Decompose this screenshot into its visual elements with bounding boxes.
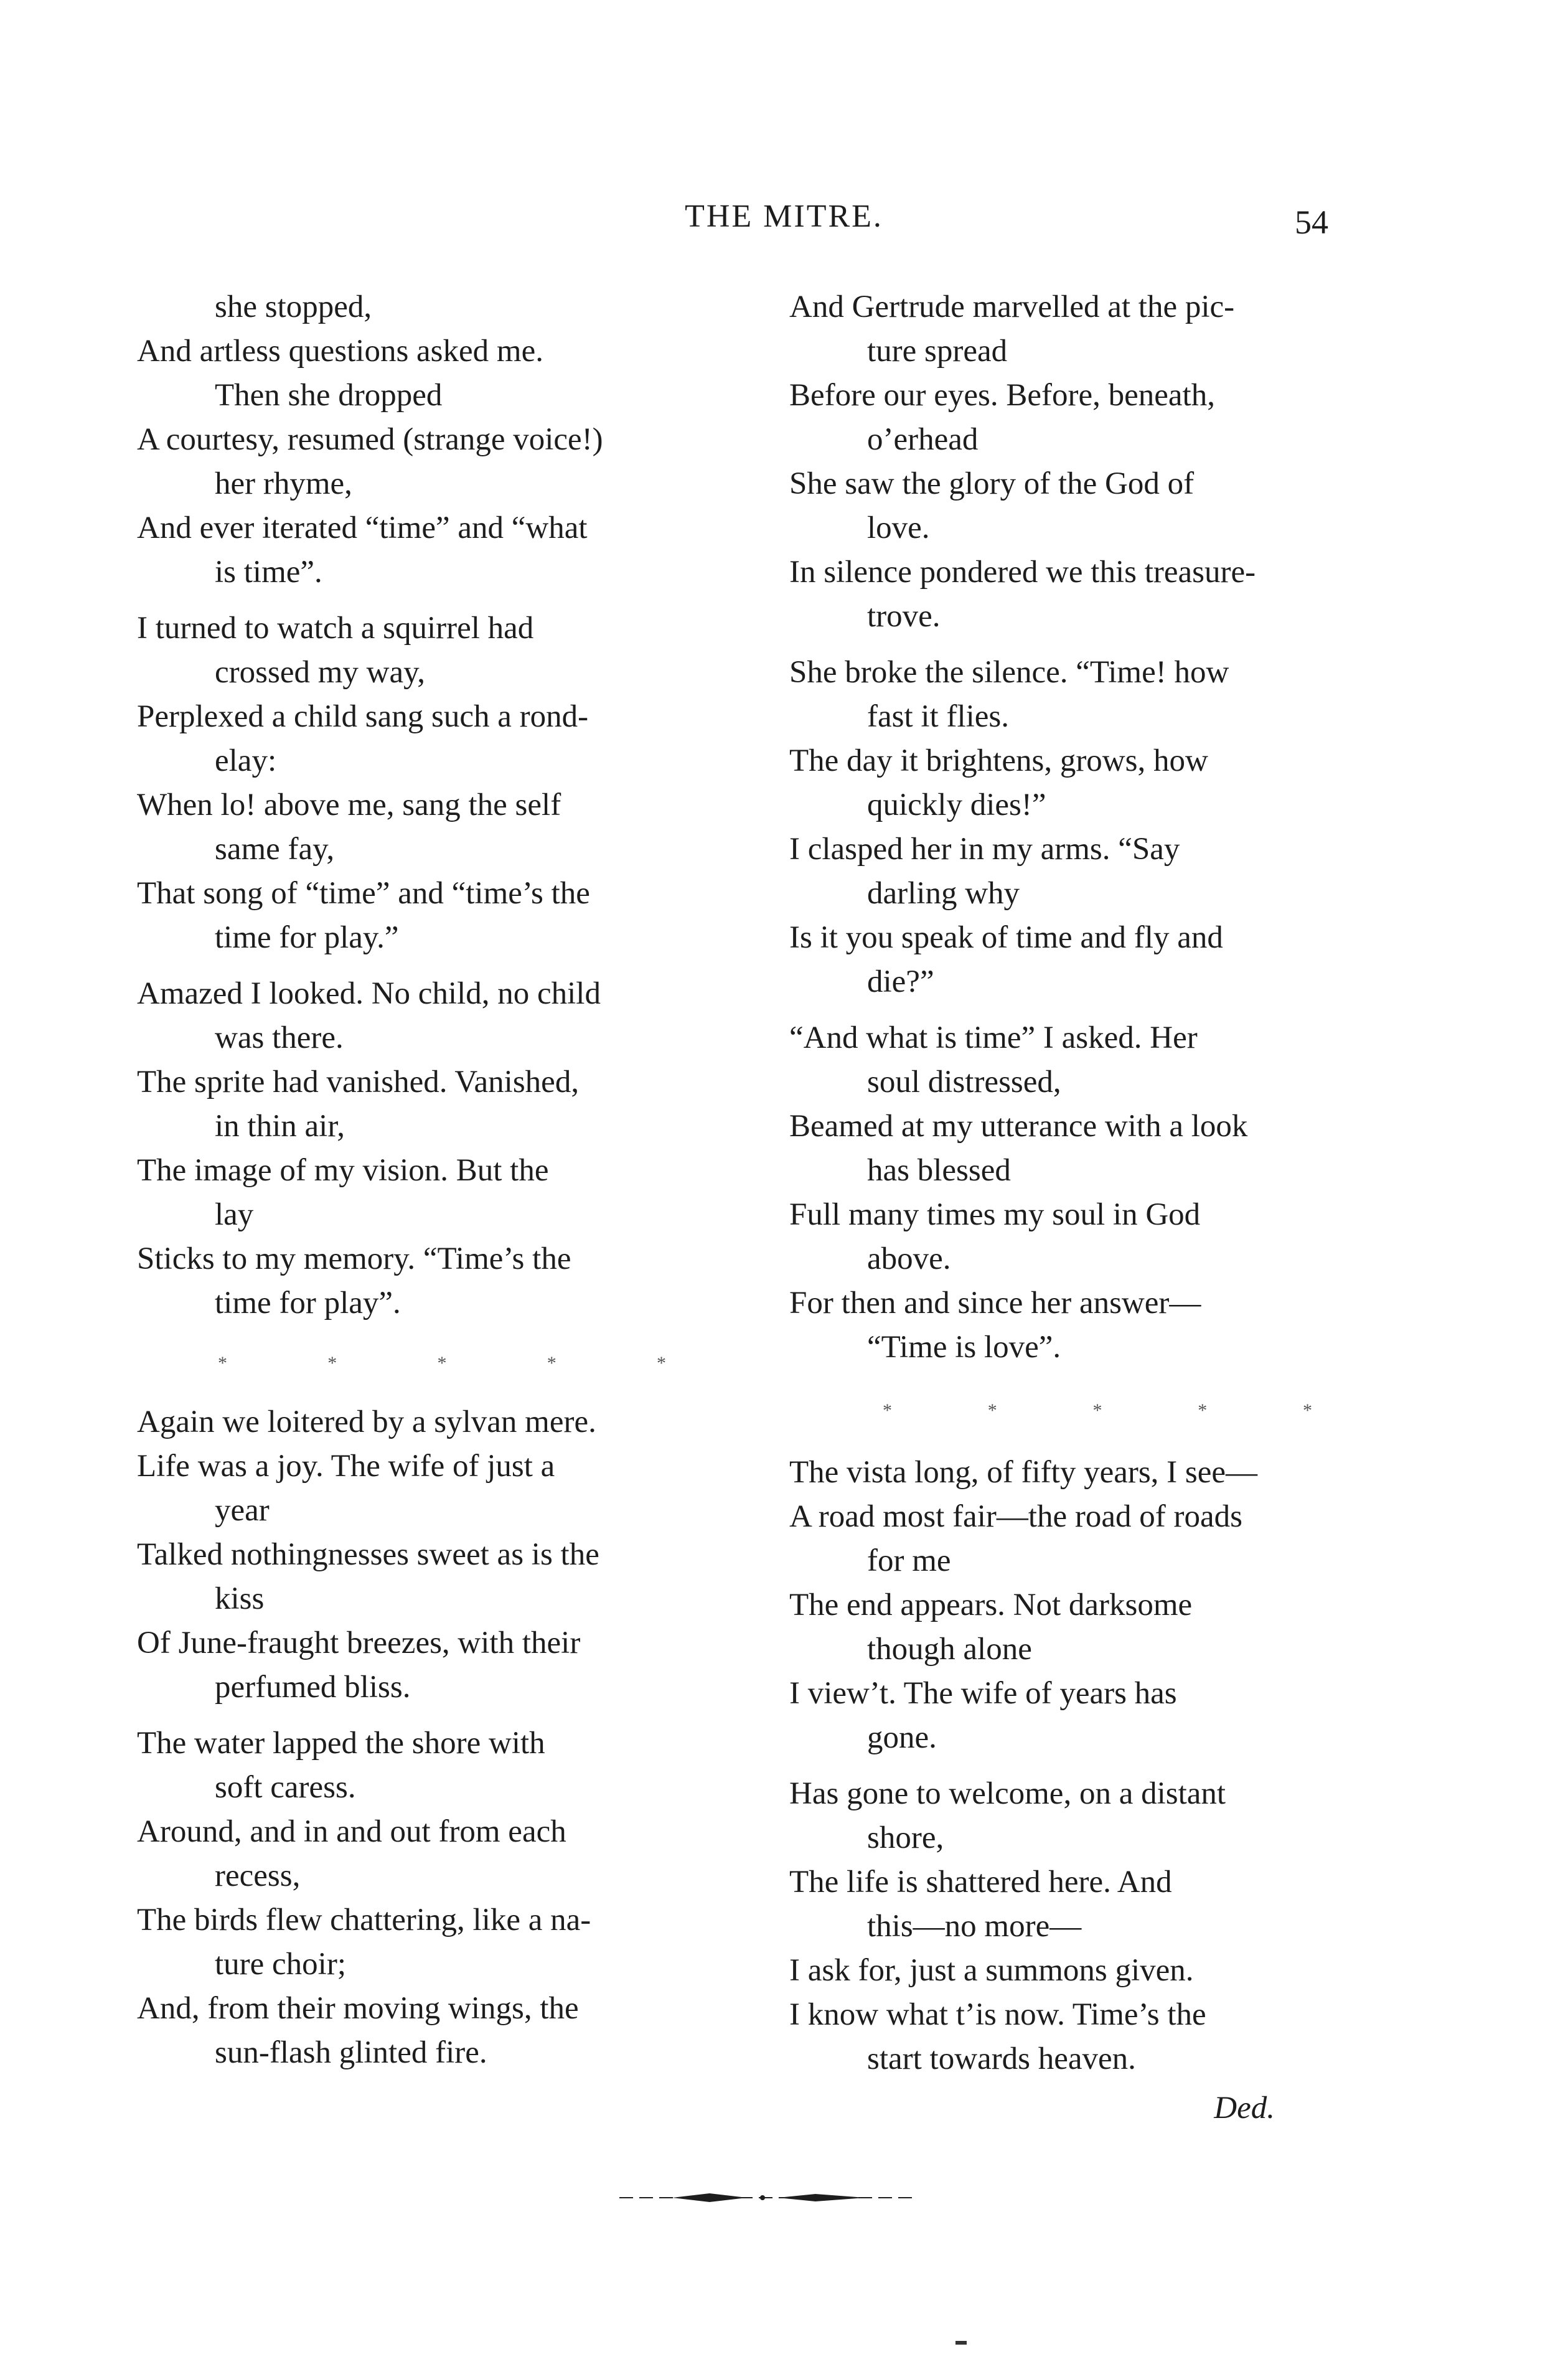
verse-line: The image of my vision. But the [137,1153,549,1188]
verse-line: And Gertrude marvelled at the pic- [789,289,1235,324]
verse-line: I clasped her in my arms. “Say [789,832,1180,867]
left-verse-a [137,285,728,1325]
verse-line: Full many times my soul in God [789,1197,1201,1232]
asterism-star: * [883,1400,892,1421]
verse-line: Then she dropped [215,378,443,413]
asterism-star: * [437,1352,447,1373]
verse-line: soul distressed, [867,1065,1061,1099]
verse-line: her rhyme, [215,466,352,501]
verse-line: in thin air, [215,1109,345,1144]
verse-line: I turned to watch a squirrel had [137,611,534,646]
verse-line: start towards heaven. [867,2041,1136,2076]
verse-line: Around, and in and out from each [137,1814,566,1849]
author-signature: Ded. [1214,2091,1275,2125]
verse-line: Amazed I looked. No child, no child [137,976,601,1011]
verse-line: perfumed bliss. [215,1670,411,1705]
verse-line: And, from their moving wings, the [137,1991,579,2026]
verse-line: time for play”. [215,1286,401,1320]
verse-line: love. [867,511,930,545]
verse-line: The sprite had vanished. Vanished, [137,1065,580,1099]
verse-line: I view’t. The wife of years has [789,1676,1177,1711]
verse-line: this—no more— [867,1909,1082,1944]
printer-mark [955,2341,967,2345]
verse-line: She saw the glory of the God of [789,466,1195,501]
asterism-star: * [987,1400,997,1421]
verse-line: In silence pondered we this treasure- [789,555,1256,590]
right-verse-a [789,285,1387,1370]
verse-line: o’erhead [867,422,979,457]
verse-line: she stopped, [215,289,372,324]
verse-line: ture choir; [215,1947,346,1982]
verse-line: above. [867,1241,951,1276]
verse-line: kiss [215,1581,265,1616]
verse-line: The birds flew chattering, like a na- [137,1903,591,1937]
verse-line: though alone [867,1632,1032,1667]
verse-line: Perplexed a child sang such a rond- [137,699,589,734]
verse-line: She broke the silence. “Time! how [789,655,1229,690]
verse-line: That song of “time” and “time’s the [137,876,590,911]
verse-line: And ever iterated “time” and “what [137,511,588,545]
asterism-star: * [1303,1400,1312,1421]
verse-line: fast it flies. [867,699,1010,734]
verse-line: The day it brightens, grows, how [789,743,1208,778]
verse-line: Sticks to my memory. “Time’s the [137,1241,571,1276]
verse-line: Life was a joy. The wife of just a [137,1449,555,1484]
verse-line: year [215,1493,270,1528]
verse-line: “And what is time” I asked. Her [789,1020,1198,1055]
asterism-star: * [327,1352,337,1373]
section-break [789,1370,1387,1451]
verse-line: sun-flash glinted fire. [215,2035,487,2070]
verse-line: The end appears. Not darksome [789,1588,1193,1622]
running-head: THE MITRE. [685,199,883,234]
verse-line: Again we loitered by a sylvan mere. [137,1405,596,1439]
verse-line: I know what t’is now. Time’s the [789,1997,1206,2032]
verse-line: is time”. [215,555,322,590]
right-column [789,285,1387,2130]
verse-line: same fay, [215,832,335,867]
verse-line: When lo! above me, sang the self [137,788,561,822]
verse-line: has blessed [867,1153,1011,1188]
verse-line: was there. [215,1020,344,1055]
verse-line: lay [215,1197,254,1232]
verse-line: recess, [215,1858,301,1893]
verse-line: gone. [867,1720,937,1755]
asterism-star: * [657,1352,666,1373]
page-number: 54 [1295,204,1328,241]
asterism-star: * [218,1352,227,1373]
verse-line: crossed my way, [215,655,426,690]
verse-line: A road most fair—the road of roads [789,1499,1242,1534]
verse-line: shore, [867,1820,944,1855]
tailpiece-ornament [616,2188,915,2207]
verse-line: Beamed at my utterance with a look [789,1109,1248,1144]
verse-line: The vista long, of fifty years, I see— [789,1455,1258,1490]
verse-line: Before our eyes. Before, beneath, [789,378,1215,413]
verse-line: For then and since her answer— [789,1286,1201,1320]
verse-line: elay: [215,743,277,778]
left-column [137,285,728,2075]
verse-line: Has gone to welcome, on a distant [789,1776,1226,1811]
verse-line: quickly dies!” [867,788,1046,822]
verse-line: And artless questions asked me. [137,334,543,369]
asterism-star: * [547,1352,556,1373]
verse-line: time for play.” [215,920,399,955]
verse-line: Is it you speak of time and fly and [789,920,1223,955]
verse-line: A courtesy, resumed (strange voice!) [137,422,603,457]
verse-line: for me [867,1543,951,1578]
verse-line: Of June-fraught breezes, with their [137,1626,581,1660]
verse-line: “Time is love”. [867,1330,1061,1365]
left-verse-b [137,1400,728,2075]
verse-line: soft caress. [215,1770,356,1805]
right-verse-b [789,1451,1387,2081]
asterism-star: * [1092,1400,1102,1421]
verse-line: I ask for, just a summons given. [789,1953,1194,1988]
verse-line: ture spread [867,334,1008,369]
verse-line: Talked nothingnesses sweet as is the [137,1537,599,1572]
verse-line: darling why [867,876,1020,911]
verse-line: trove. [867,599,941,634]
verse-line: The life is shattered here. And [789,1865,1172,1899]
section-break [137,1325,728,1400]
asterism-star: * [1198,1400,1208,1421]
verse-line: The water lapped the shore with [137,1726,545,1761]
verse-line: die?” [867,964,934,999]
